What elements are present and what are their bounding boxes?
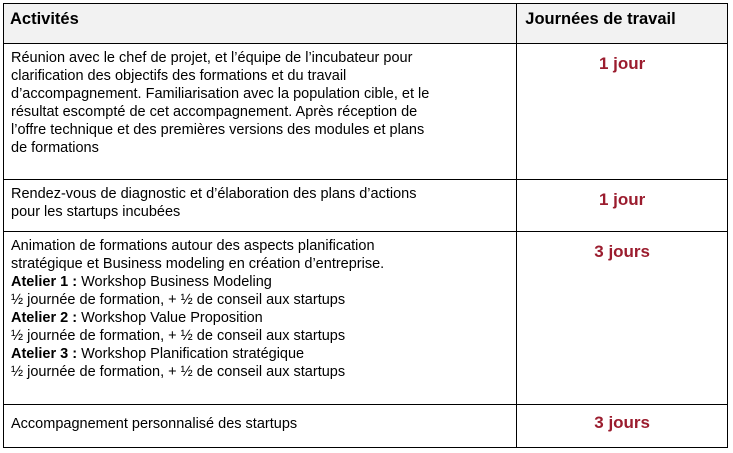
activities-table: [3, 3, 728, 448]
activity-cell: [4, 405, 517, 448]
activity-line: Accompagnement personnalisé des startups: [11, 416, 298, 432]
activity-line: Rendez-vous de diagnostic et d’élaboration des plans d’actions: [11, 186, 417, 202]
activity-line: de formations: [11, 140, 99, 156]
days-value: 3 jours: [594, 413, 651, 432]
activity-line: pour les startups incubées: [11, 204, 181, 220]
table-row: [4, 44, 728, 180]
atelier-title: Workshop Value Proposition: [81, 310, 263, 326]
atelier-line: [11, 309, 508, 327]
activity-line: l’offre technique et des premières versions des modules et plans: [11, 122, 425, 138]
table-row: [4, 232, 728, 405]
activity-line: stratégique et Business modeling en création d’entreprise.: [11, 256, 385, 272]
atelier-line: [11, 345, 508, 363]
atelier-detail: ½ journée de formation, + ½ de conseil aux startups: [11, 292, 346, 308]
activity-line: Animation de formations autour des aspects planification: [11, 238, 375, 254]
activity-line: d’accompagnement. Familiarisation avec la population cible, et le: [11, 86, 430, 102]
activity-line: résultat escompté de cet accompagnement. Après réception de: [11, 104, 418, 120]
days-cell: [517, 44, 728, 180]
atelier-detail: ½ journée de formation, + ½ de conseil aux startups: [11, 328, 346, 344]
days-value: 1 jour: [598, 190, 646, 209]
activity-cell: [4, 180, 517, 232]
activity-cell: [4, 232, 517, 405]
days-value: 1 jour: [598, 54, 646, 73]
atelier-detail: ½ journée de formation, + ½ de conseil aux startups: [11, 364, 346, 380]
atelier-title: Workshop Planification stratégique: [81, 346, 305, 362]
activity-cell: [4, 44, 517, 180]
atelier-label: Atelier 1 :: [11, 274, 78, 290]
table-row: [4, 180, 728, 232]
atelier-line: [11, 273, 508, 291]
activity-line: clarification des objectifs des formations et du travail: [11, 68, 347, 84]
days-cell: [517, 232, 728, 405]
table-header-row: [4, 4, 728, 44]
header-days: Journées de travail: [517, 4, 728, 44]
header-activities: Activités: [4, 4, 517, 44]
days-cell: [517, 405, 728, 448]
days-cell: [517, 180, 728, 232]
table-row: [4, 405, 728, 448]
atelier-label: Atelier 2 :: [11, 310, 78, 326]
atelier-title: Workshop Business Modeling: [81, 274, 272, 290]
days-value: 3 jours: [594, 242, 651, 261]
atelier-label: Atelier 3 :: [11, 346, 78, 362]
activity-line: Réunion avec le chef de projet, et l’équipe de l’incubateur pour: [11, 50, 413, 66]
